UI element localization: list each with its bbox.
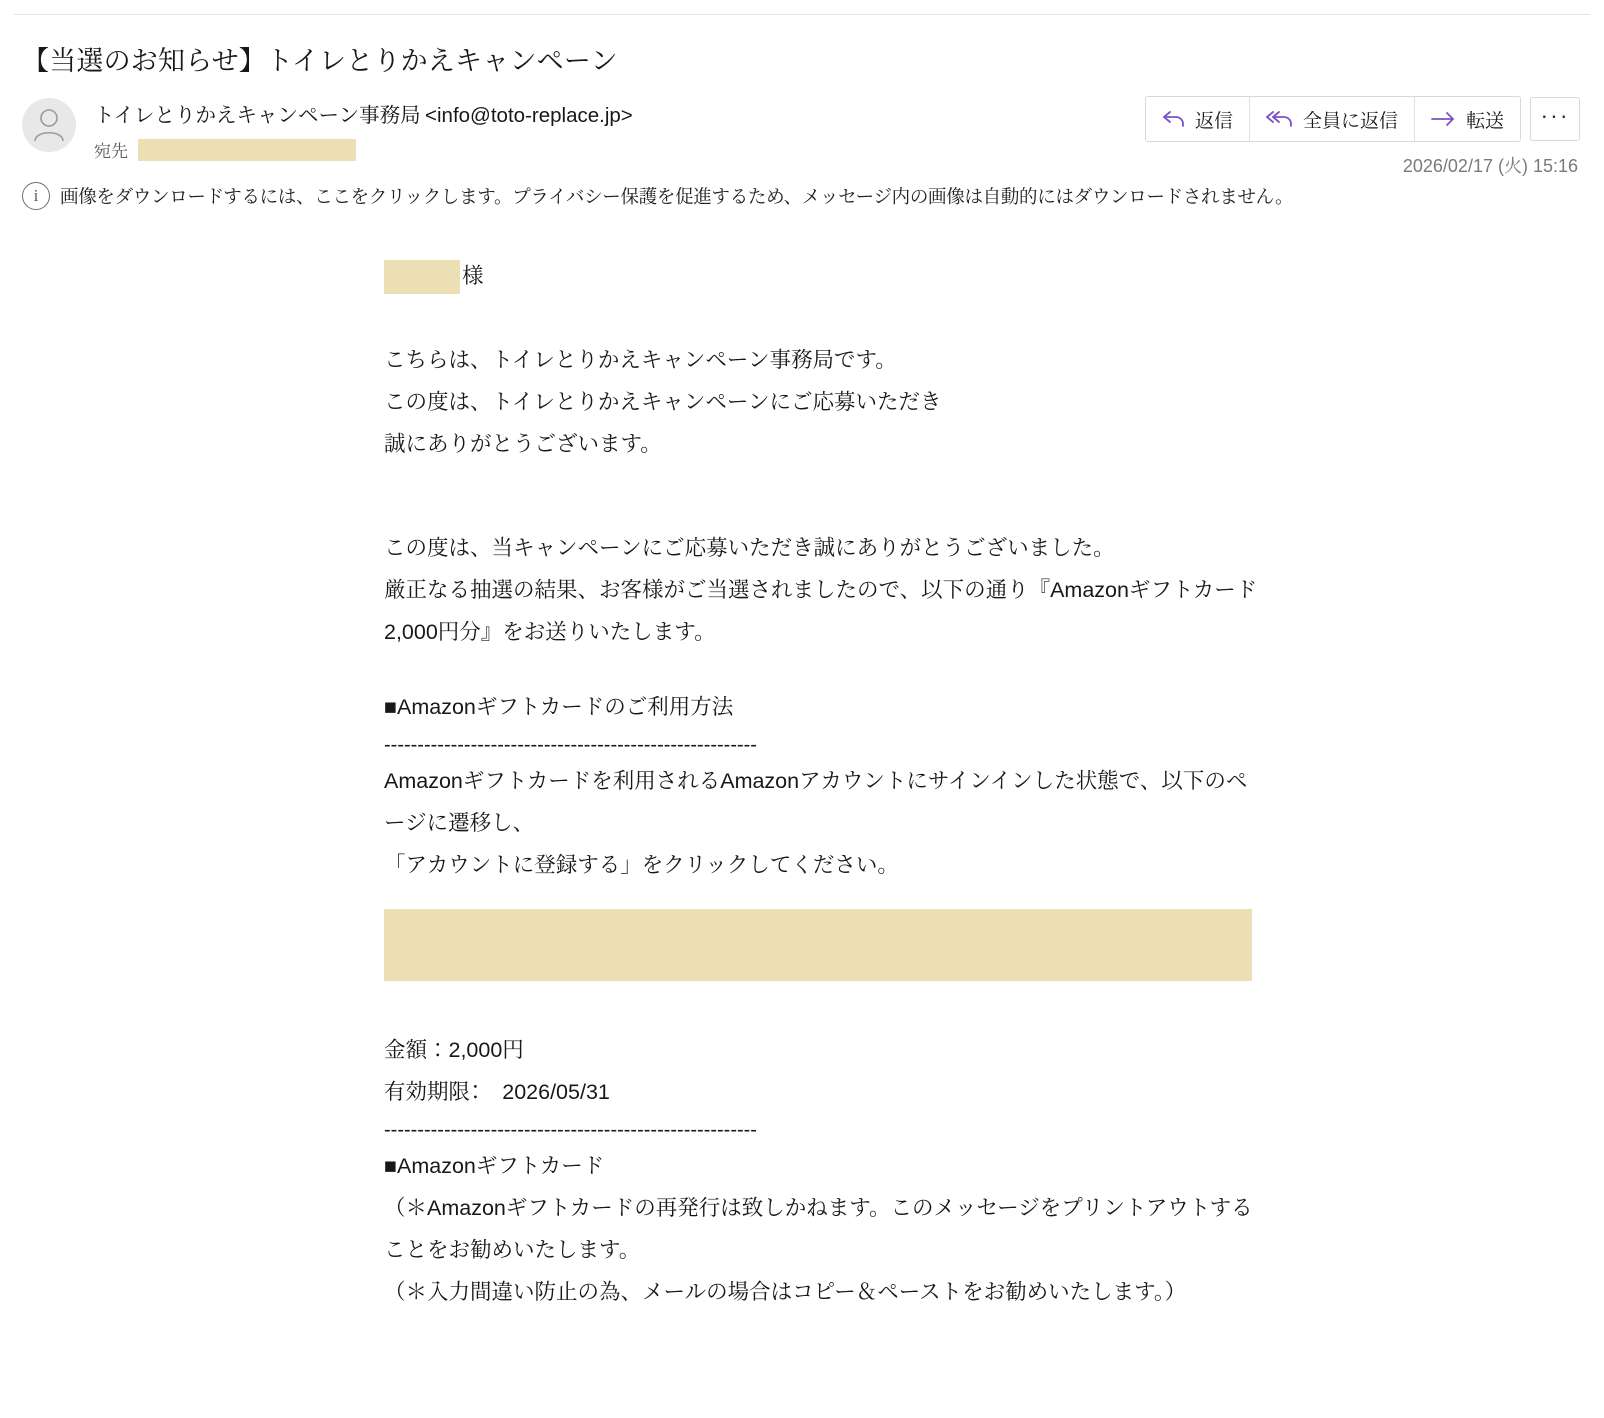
sender-block — [94, 96, 633, 162]
reply-button[interactable] — [1146, 97, 1250, 141]
giftcard-amount: 金額：2,000円 — [384, 1038, 524, 1063]
body-intro-line-3: 誠にありがとうございます。 — [384, 431, 662, 456]
message-actions — [1145, 96, 1580, 142]
body-howto-line-3: 「アカウントに登録する」をクリックしてください。 — [384, 853, 899, 878]
greeting-suffix: 様 — [462, 264, 484, 288]
body-result-line-3: 2,000円分』をお送りいたします。 — [384, 619, 716, 644]
divider-line-2: -------------------------------------------------------- — [384, 1118, 757, 1141]
body-result-line-1: この度は、当キャンペーンにご応募いただき誠にありがとうございました。 — [384, 535, 1115, 560]
recipient-row — [94, 137, 633, 162]
giftcard-note-line-1: （＊Amazonギフトカードの再発行は致しかねます。このメッセージをプリントアウトする — [384, 1195, 1253, 1220]
recipient-redacted — [138, 139, 356, 161]
spacer — [384, 466, 1590, 528]
giftcard-link-redacted — [384, 909, 1252, 981]
forward-label: 転送 — [1465, 110, 1504, 132]
sender-name[interactable]: トイレとりかえキャンペーン事務局 — [94, 104, 421, 127]
giftcard-note-line-2: ことをお勧めいたします。 — [384, 1237, 641, 1262]
body-intro-line-2: この度は、トイレとりかえキャンペーンにご応募いただき — [384, 389, 942, 414]
giftcard-howto-heading: ■Amazonギフトカードのご利用方法 — [384, 695, 734, 720]
sender-email[interactable]: <info@toto-replace.jp> — [425, 104, 633, 127]
giftcard-expiry: 有効期限： 2026/05/31 — [384, 1079, 610, 1104]
image-download-notice-text: 画像をダウンロードするには、ここをクリックします。プライバシー保護を促進するため、メッセージ内の画像は自動的にはダウンロードされません。 — [60, 186, 1294, 207]
spacer — [384, 653, 1590, 687]
message-timestamp: 2026/02/17 (火) 15:16 — [1402, 156, 1578, 176]
info-icon: i — [22, 182, 50, 210]
action-button-group — [1145, 96, 1521, 142]
giftcard-note-line-3: （＊入力間違い防止の為、メールの場合はコピー＆ペーストをお勧めいたします。） — [384, 1279, 1187, 1304]
reply-icon — [1162, 109, 1186, 129]
body-result-line-2: 厳正なる抽選の結果、お客様がご当選されましたので、以下の通り『Amazonギフトカード — [384, 577, 1258, 602]
giftcard-notes-heading: ■Amazonギフトカード — [384, 1153, 605, 1178]
sender-line — [94, 98, 633, 128]
divider-line-1: -------------------------------------------------------- — [384, 734, 757, 757]
more-actions-button[interactable]: ··· — [1530, 97, 1580, 141]
reply-all-button[interactable] — [1250, 97, 1415, 141]
avatar — [22, 98, 76, 152]
page-title: 【当選のお知らせ】トイレとりかえキャンペーン — [22, 46, 618, 76]
recipient-name-redacted — [384, 260, 460, 294]
image-download-notice[interactable] — [14, 182, 1590, 210]
to-label: 宛先 — [94, 142, 128, 161]
body-howto-line-1: Amazonギフトカードを利用されるAmazonアカウントにサインインした状態で、以下のペ — [384, 769, 1248, 794]
person-icon — [33, 108, 65, 142]
message-header — [14, 96, 1590, 176]
forward-button[interactable] — [1415, 97, 1520, 141]
greeting-line — [384, 256, 1590, 298]
mail-reading-pane — [14, 14, 1590, 1404]
reply-all-label: 全員に返信 — [1302, 110, 1398, 132]
message-body — [14, 256, 1590, 1314]
reply-label: 返信 — [1194, 110, 1233, 132]
body-howto-line-2: ージに遷移し、 — [384, 811, 535, 836]
body-intro-line-1: こちらは、トイレとりかえキャンペーン事務局です。 — [384, 347, 897, 372]
forward-arrow-icon — [1431, 110, 1457, 128]
reply-all-icon — [1266, 109, 1294, 129]
